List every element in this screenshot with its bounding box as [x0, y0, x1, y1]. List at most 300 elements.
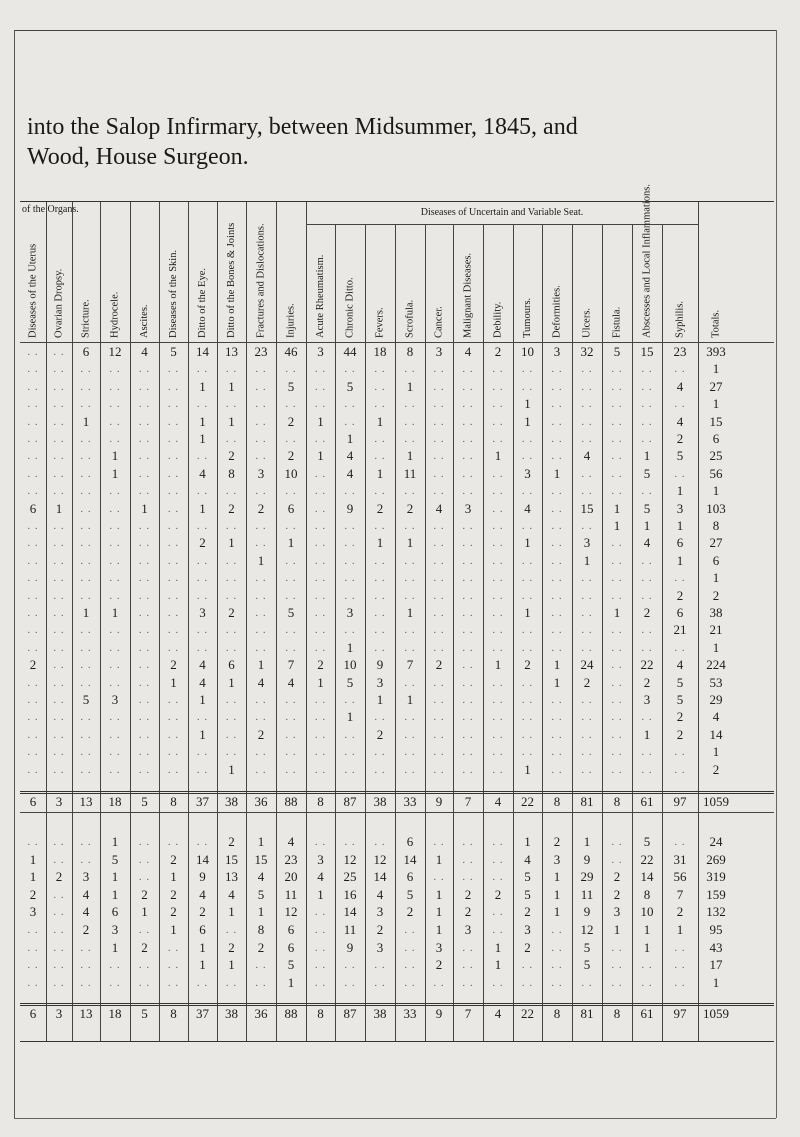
table-cell: 4 — [82, 904, 90, 920]
table-cell: 5 — [643, 465, 651, 481]
table-cell: 1 — [29, 869, 37, 885]
empty-cell-dots: . . — [404, 924, 416, 936]
empty-cell-dots: . . — [462, 641, 474, 654]
empty-cell-dots: . . — [138, 676, 151, 689]
empty-cell-dots: . . — [27, 694, 39, 706]
empty-cell-dots: . . — [225, 485, 238, 498]
table-cell: 2 — [257, 726, 265, 742]
empty-cell-dots: . . — [80, 728, 92, 741]
empty-cell-dots: . . — [167, 572, 180, 585]
table-cell: 1 — [553, 886, 561, 902]
empty-cell-dots: . . — [674, 941, 686, 954]
table-cell: 3 — [464, 500, 472, 516]
empty-cell-dots: . . — [27, 941, 39, 954]
empty-cell-dots: . . — [581, 976, 593, 989]
table-cell: 4 — [712, 709, 720, 725]
empty-cell-dots: . . — [225, 572, 238, 585]
table-cell: 132 — [706, 904, 726, 920]
empty-cell-dots: . . — [53, 607, 65, 619]
empty-cell-dots: . . — [109, 554, 121, 567]
empty-cell-dots: . . — [374, 485, 386, 498]
empty-cell-dots: . . — [196, 572, 209, 585]
empty-cell-dots: . . — [285, 763, 297, 776]
table-cell: 3 — [553, 344, 561, 359]
empty-cell-dots: . . — [27, 450, 39, 463]
empty-cell-dots: . . — [225, 398, 238, 411]
empty-cell-dots: . . — [581, 485, 593, 498]
table-cell: 1 — [406, 448, 414, 464]
empty-cell-dots: . . — [674, 836, 686, 848]
empty-cell-dots: . . — [581, 589, 593, 602]
table-cell: 1 — [712, 974, 720, 990]
empty-cell-dots: . . — [255, 398, 267, 411]
empty-cell-dots: . . — [462, 624, 474, 637]
empty-cell-dots: . . — [462, 554, 474, 567]
table-cell: 1 — [199, 500, 206, 516]
table-cell: 4 — [287, 674, 295, 690]
empty-cell-dots: . . — [314, 554, 327, 567]
table-cell: 2 — [317, 657, 324, 673]
totals-cell: 97 — [673, 1006, 687, 1021]
empty-cell-dots: . . — [225, 711, 238, 724]
table-cell: 1 — [643, 939, 651, 955]
empty-cell-dots: . . — [492, 711, 504, 724]
empty-cell-dots: . . — [344, 589, 356, 602]
empty-cell-dots: . . — [53, 976, 65, 989]
empty-cell-dots: . . — [138, 485, 151, 498]
table-cell: 2 — [228, 448, 235, 464]
column-header: Ovarian Dropsy. — [53, 268, 65, 338]
totals-cell: 37 — [196, 794, 209, 809]
empty-cell-dots: . . — [404, 641, 416, 654]
table-cell: 14 — [403, 851, 417, 867]
table-cell: 95 — [709, 922, 723, 937]
empty-cell-dots: . . — [80, 959, 92, 972]
empty-cell-dots: . . — [611, 398, 623, 411]
empty-cell-dots: . . — [521, 746, 534, 759]
empty-cell-dots: . . — [374, 976, 386, 989]
table-cell: 17 — [709, 957, 723, 973]
empty-cell-dots: . . — [255, 976, 267, 989]
table-cell: 5 — [676, 674, 684, 690]
empty-cell-dots: . . — [521, 728, 534, 741]
empty-cell-dots: . . — [674, 959, 686, 972]
table-cell: 2 — [228, 834, 235, 849]
empty-cell-dots: . . — [433, 554, 445, 567]
empty-cell-dots: . . — [53, 853, 65, 866]
empty-cell-dots: . . — [404, 485, 416, 498]
empty-cell-dots: . . — [109, 502, 121, 515]
table-cell: 4 — [199, 657, 206, 673]
table-cell: 2 — [583, 674, 591, 690]
empty-cell-dots: . . — [138, 433, 151, 445]
empty-cell-dots: . . — [611, 959, 623, 972]
table-cell: 1 — [199, 431, 206, 446]
empty-cell-dots: . . — [344, 746, 356, 759]
empty-cell-dots: . . — [314, 641, 327, 654]
table-cell: 269 — [706, 851, 726, 867]
table-cell: 5 — [406, 886, 414, 902]
empty-cell-dots: . . — [581, 380, 593, 393]
table-cell: 1 — [435, 922, 443, 937]
empty-cell-dots: . . — [641, 380, 653, 393]
empty-cell-dots: . . — [80, 659, 92, 672]
table-cell: 10 — [640, 904, 654, 920]
empty-cell-dots: . . — [521, 485, 534, 498]
table-cell: 1 — [257, 552, 265, 568]
empty-cell-dots: . . — [521, 554, 534, 567]
empty-cell-dots: . . — [285, 485, 297, 498]
table-cell: 8 — [228, 465, 235, 481]
empty-cell-dots: . . — [225, 554, 238, 567]
empty-cell-dots: . . — [611, 624, 623, 637]
table-cell: 2 — [643, 605, 651, 620]
empty-cell-dots: . . — [344, 976, 356, 989]
table-cell: 5 — [524, 869, 531, 885]
empty-cell-dots: . . — [521, 959, 534, 972]
table-cell: 14 — [709, 726, 723, 742]
table-cell: 12 — [580, 922, 594, 937]
empty-cell-dots: . . — [551, 520, 563, 532]
table-cell: 2 — [435, 657, 443, 673]
empty-cell-dots: . . — [314, 763, 327, 776]
empty-cell-dots: . . — [674, 363, 686, 376]
empty-cell-dots: . . — [492, 976, 504, 989]
empty-cell-dots: . . — [611, 554, 623, 567]
table-cell: 6 — [287, 500, 295, 516]
empty-cell-dots: . . — [27, 711, 39, 724]
empty-cell-dots: . . — [53, 537, 65, 550]
empty-cell-dots: . . — [433, 641, 445, 654]
empty-cell-dots: . . — [404, 711, 416, 724]
totals-cell: 7 — [464, 1006, 472, 1021]
empty-cell-dots: . . — [404, 572, 416, 585]
table-cell: 4 — [643, 535, 651, 551]
empty-cell-dots: . . — [225, 746, 238, 759]
table-cell: 6 — [228, 657, 235, 673]
empty-cell-dots: . . — [611, 746, 623, 759]
empty-cell-dots: . . — [404, 728, 416, 741]
empty-cell-dots: . . — [433, 363, 445, 376]
empty-cell-dots: . . — [374, 398, 386, 411]
empty-cell-dots: . . — [581, 398, 593, 411]
empty-cell-dots: . . — [53, 694, 65, 706]
empty-cell-dots: . . — [53, 398, 65, 411]
empty-cell-dots: . . — [404, 624, 416, 637]
empty-cell-dots: . . — [196, 711, 209, 724]
column-header: Acute Rheumatism. — [315, 254, 326, 338]
empty-cell-dots: . . — [433, 871, 445, 884]
table-cell: 1 — [712, 570, 720, 586]
table-cell: 1 — [613, 922, 621, 937]
empty-cell-dots: . . — [551, 746, 563, 759]
empty-cell-dots: . . — [674, 976, 686, 989]
page-rule-top — [14, 30, 776, 31]
empty-cell-dots: . . — [285, 398, 297, 411]
empty-cell-dots: . . — [53, 888, 65, 901]
table-cell: 12 — [373, 851, 387, 867]
empty-cell-dots: . . — [433, 728, 445, 741]
empty-cell-dots: . . — [492, 467, 504, 480]
group-label-uncertain: Diseases of Uncertain and Variable Seat. — [420, 207, 584, 218]
empty-cell-dots: . . — [109, 659, 121, 672]
table-cell: 1 — [199, 413, 206, 429]
table-cell: 1 — [553, 465, 561, 481]
table-cell: 3 — [346, 605, 354, 620]
table-cell: 1 — [199, 939, 206, 955]
table-cell: 4 — [464, 344, 472, 359]
empty-cell-dots: . . — [521, 520, 534, 532]
empty-cell-dots: . . — [109, 433, 121, 445]
empty-cell-dots: . . — [167, 976, 180, 989]
empty-cell-dots: . . — [611, 363, 623, 376]
empty-cell-dots: . . — [196, 624, 209, 637]
table-cell: 3 — [524, 922, 531, 937]
table-cell: 2 — [613, 886, 621, 902]
empty-cell-dots: . . — [433, 433, 445, 445]
table-cell: 1 — [553, 869, 561, 885]
empty-cell-dots: . . — [581, 641, 593, 654]
table-cell: 159 — [706, 886, 726, 902]
totals-cell: 88 — [284, 1006, 298, 1021]
table-cell: 1 — [712, 639, 720, 655]
empty-cell-dots: . . — [551, 398, 563, 411]
empty-cell-dots: . . — [53, 346, 65, 358]
empty-cell-dots: . . — [433, 624, 445, 637]
totals-cell: 61 — [640, 794, 654, 809]
table-cell: 2 — [464, 886, 472, 902]
empty-cell-dots: . . — [581, 624, 593, 637]
table-cell: 3 — [376, 904, 384, 920]
table-cell: 1 — [494, 957, 502, 973]
empty-cell-dots: . . — [344, 485, 356, 498]
table-cell: 5 — [676, 692, 684, 707]
empty-cell-dots: . . — [53, 941, 65, 954]
totals-cell: 8 — [317, 1006, 324, 1021]
table-cell: 24 — [709, 834, 723, 849]
empty-cell-dots: . . — [109, 959, 121, 972]
table-cell: 1 — [494, 448, 502, 464]
table-cell: 1 — [643, 922, 651, 937]
empty-cell-dots: . . — [138, 467, 151, 480]
totals-cell: 1059 — [703, 794, 729, 809]
empty-cell-dots: . . — [314, 433, 327, 445]
empty-cell-dots: . . — [109, 746, 121, 759]
empty-cell-dots: . . — [641, 589, 653, 602]
empty-cell-dots: . . — [433, 694, 445, 706]
table-cell: 1 — [111, 886, 119, 902]
empty-cell-dots: . . — [196, 398, 209, 411]
empty-cell-dots: . . — [167, 607, 180, 619]
empty-cell-dots: . . — [225, 728, 238, 741]
empty-cell-dots: . . — [581, 763, 593, 776]
empty-cell-dots: . . — [314, 836, 327, 848]
empty-cell-dots: . . — [462, 520, 474, 532]
empty-cell-dots: . . — [344, 572, 356, 585]
table-cell: 1 — [494, 657, 502, 673]
table-cell: 1 — [111, 939, 119, 955]
empty-cell-dots: . . — [167, 694, 180, 706]
table-cell: 2 — [676, 709, 684, 725]
empty-cell-dots: . . — [492, 572, 504, 585]
empty-cell-dots: . . — [462, 763, 474, 776]
empty-cell-dots: . . — [314, 906, 327, 919]
empty-cell-dots: . . — [27, 346, 39, 358]
empty-cell-dots: . . — [285, 641, 297, 654]
empty-cell-dots: . . — [53, 363, 65, 376]
empty-cell-dots: . . — [285, 624, 297, 637]
table-cell: 6 — [712, 431, 720, 446]
empty-cell-dots: . . — [167, 450, 180, 463]
empty-cell-dots: . . — [314, 467, 327, 480]
empty-cell-dots: . . — [492, 906, 504, 919]
table-cell: 4 — [257, 674, 265, 690]
table-cell: 1 — [613, 518, 621, 533]
table-cell: 1 — [141, 500, 148, 516]
empty-cell-dots: . . — [255, 624, 267, 637]
empty-cell-dots: . . — [109, 485, 121, 498]
empty-cell-dots: . . — [167, 467, 180, 480]
empty-cell-dots: . . — [611, 485, 623, 498]
table-cell: 14 — [373, 869, 387, 885]
table-cell: 3 — [435, 344, 443, 359]
empty-cell-dots: . . — [314, 746, 327, 759]
empty-cell-dots: . . — [255, 589, 267, 602]
empty-cell-dots: . . — [641, 433, 653, 445]
empty-cell-dots: . . — [433, 763, 445, 776]
empty-cell-dots: . . — [404, 959, 416, 972]
table-cell: 5 — [257, 886, 265, 902]
empty-cell-dots: . . — [109, 415, 121, 428]
table-cell: 3 — [29, 904, 37, 920]
table-cell: 1 — [435, 904, 443, 920]
empty-cell-dots: . . — [611, 659, 623, 672]
empty-cell-dots: . . — [462, 711, 474, 724]
empty-cell-dots: . . — [492, 520, 504, 532]
table-cell: 1 — [257, 834, 265, 849]
empty-cell-dots: . . — [492, 380, 504, 393]
column-header: Abscesses and Local Inflammations. — [641, 184, 653, 338]
empty-cell-dots: . . — [462, 537, 474, 550]
table-cell: 1 — [111, 448, 119, 464]
totals-cell: 33 — [403, 1006, 417, 1021]
table-cell: 1 — [82, 413, 90, 429]
heading-line-1: into the Salop Infirmary, between Midsummer, 1845, and — [27, 114, 578, 140]
table-cell: 1 — [406, 535, 414, 551]
empty-cell-dots: . . — [53, 836, 65, 848]
totals-cell: 8 — [553, 794, 561, 809]
table-cell: 10 — [284, 465, 298, 481]
table-cell: 31 — [673, 851, 687, 867]
table-cell: 4 — [287, 834, 295, 849]
empty-cell-dots: . . — [138, 924, 151, 936]
table-cell: 1 — [712, 744, 720, 760]
empty-cell-dots: . . — [641, 746, 653, 759]
empty-cell-dots: . . — [27, 415, 39, 428]
totals-cell: 22 — [521, 794, 534, 809]
empty-cell-dots: . . — [611, 467, 623, 480]
table-cell: 3 — [583, 535, 591, 551]
table-cell: 16 — [343, 886, 357, 902]
totals-cell: 4 — [494, 1006, 502, 1021]
empty-cell-dots: . . — [53, 711, 65, 724]
empty-cell-dots: . . — [285, 694, 297, 706]
table-cell: 15 — [254, 851, 268, 867]
empty-cell-dots: . . — [492, 746, 504, 759]
empty-cell-dots: . . — [462, 398, 474, 411]
empty-cell-dots: . . — [255, 694, 267, 706]
empty-cell-dots: . . — [196, 554, 209, 567]
empty-cell-dots: . . — [314, 380, 327, 393]
empty-cell-dots: . . — [80, 485, 92, 498]
table-cell: 6 — [111, 904, 119, 920]
empty-cell-dots: . . — [641, 624, 653, 637]
empty-cell-dots: . . — [374, 836, 386, 848]
empty-cell-dots: . . — [109, 676, 121, 689]
empty-cell-dots: . . — [344, 554, 356, 567]
table-cell: 18 — [373, 344, 387, 359]
table-cell: 7 — [287, 657, 295, 673]
empty-cell-dots: . . — [611, 853, 623, 866]
table-cell: 1 — [643, 518, 651, 533]
empty-cell-dots: . . — [138, 572, 151, 585]
totals-cell: 36 — [254, 794, 268, 809]
empty-cell-dots: . . — [255, 380, 267, 393]
empty-cell-dots: . . — [674, 398, 686, 411]
column-header: Ascites. — [139, 304, 150, 338]
empty-cell-dots: . . — [551, 450, 563, 463]
empty-cell-dots: . . — [462, 853, 474, 866]
empty-cell-dots: . . — [80, 641, 92, 654]
totals-cell: 88 — [284, 794, 298, 809]
column-rule — [662, 224, 663, 1041]
empty-cell-dots: . . — [80, 572, 92, 585]
empty-cell-dots: . . — [255, 572, 267, 585]
empty-cell-dots: . . — [167, 520, 180, 532]
table-cell: 4 — [676, 413, 684, 429]
empty-cell-dots: . . — [53, 659, 65, 672]
empty-cell-dots: . . — [53, 450, 65, 463]
empty-cell-dots: . . — [167, 363, 180, 376]
table-cell: 14 — [196, 851, 209, 867]
empty-cell-dots: . . — [255, 485, 267, 498]
empty-cell-dots: . . — [109, 624, 121, 637]
empty-cell-dots: . . — [196, 641, 209, 654]
empty-cell-dots: . . — [521, 694, 534, 706]
empty-cell-dots: . . — [551, 537, 563, 550]
empty-cell-dots: . . — [27, 398, 39, 411]
empty-cell-dots: . . — [433, 607, 445, 619]
empty-cell-dots: . . — [109, 763, 121, 776]
empty-cell-dots: . . — [551, 728, 563, 741]
table-cell: 1 — [712, 361, 720, 377]
empty-cell-dots: . . — [641, 711, 653, 724]
empty-cell-dots: . . — [167, 380, 180, 393]
table-cell: 5 — [524, 886, 531, 902]
empty-cell-dots: . . — [462, 676, 474, 689]
empty-cell-dots: . . — [433, 398, 445, 411]
empty-cell-dots: . . — [225, 694, 238, 706]
table-cell: 1 — [712, 396, 720, 412]
empty-cell-dots: . . — [314, 959, 327, 972]
table-cell: 12 — [108, 344, 122, 359]
group-label-organs: of the Organs. — [22, 204, 79, 215]
empty-cell-dots: . . — [80, 467, 92, 480]
empty-cell-dots: . . — [27, 485, 39, 498]
empty-cell-dots: . . — [27, 572, 39, 585]
table-cell: 1 — [583, 552, 591, 568]
empty-cell-dots: . . — [641, 363, 653, 376]
